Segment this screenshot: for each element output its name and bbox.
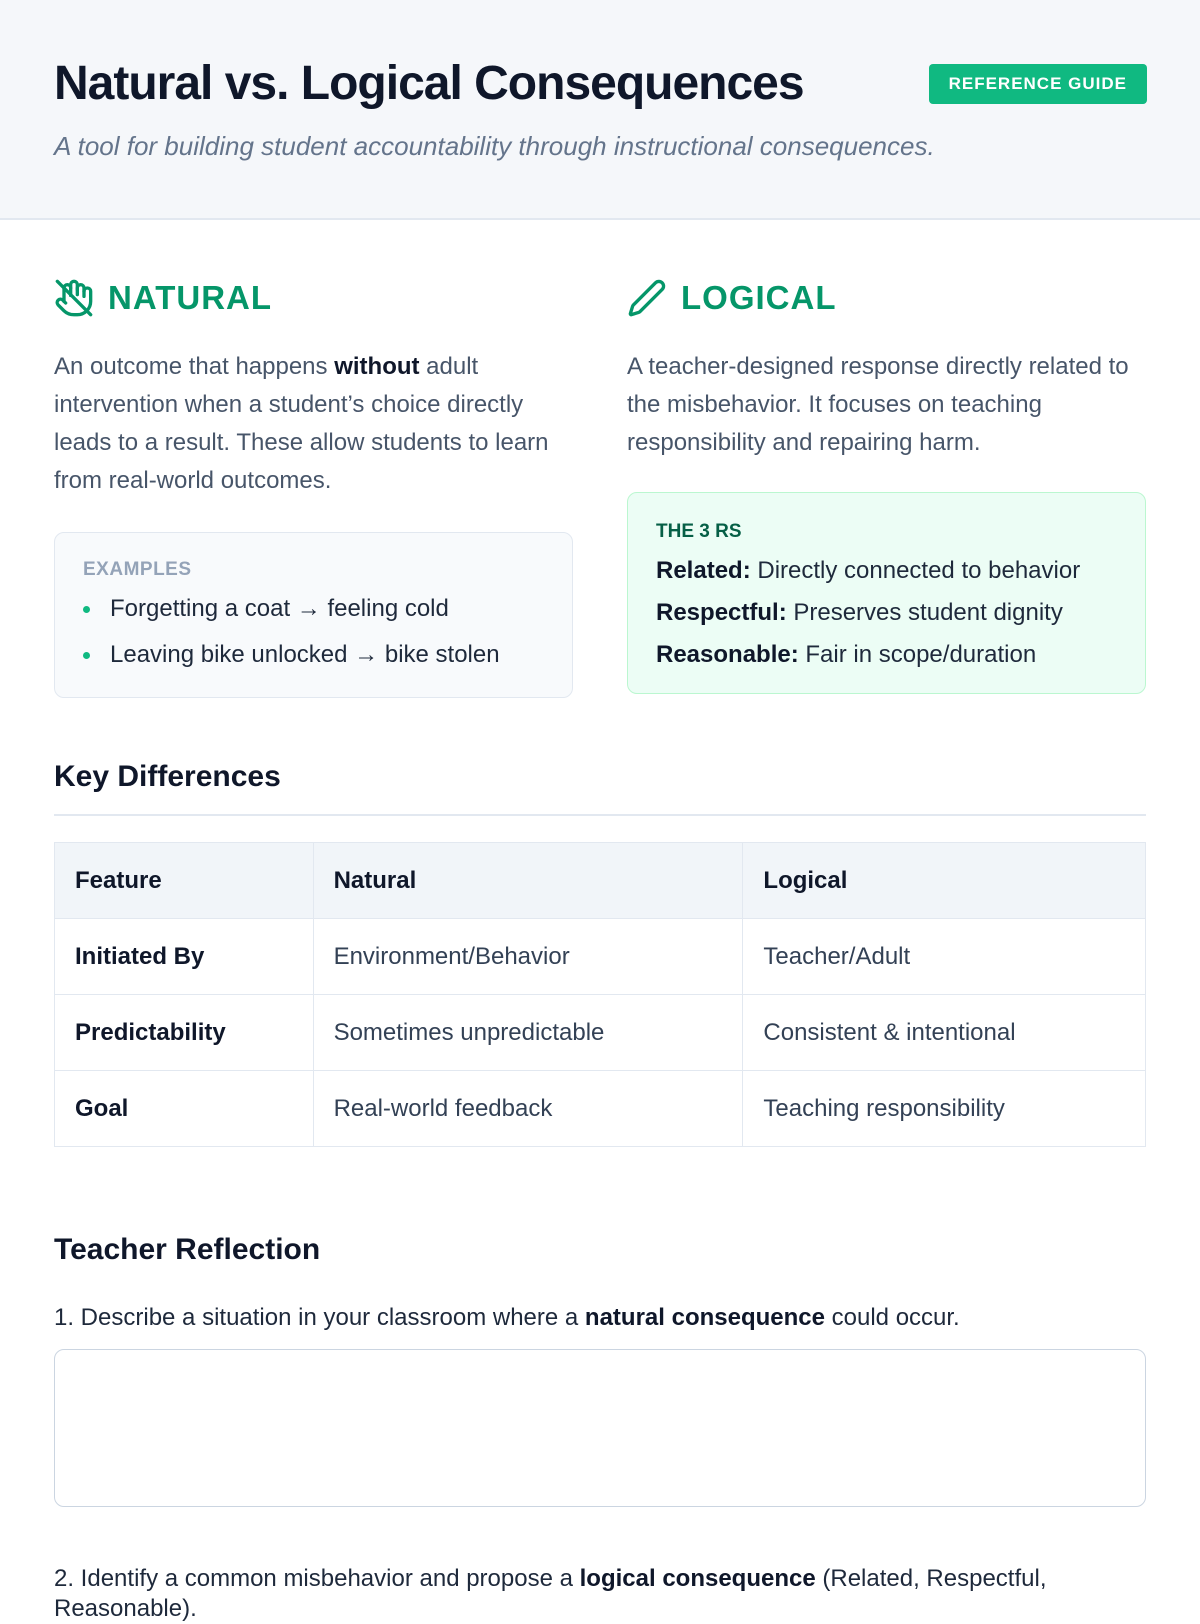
bullet-icon xyxy=(83,652,90,659)
natural-heading xyxy=(54,276,573,320)
rs-text: Preserves student dignity xyxy=(786,599,1063,626)
natural-column xyxy=(54,276,573,698)
rs-item xyxy=(656,557,1117,585)
table-cell: Teaching responsibility xyxy=(743,1071,1146,1147)
table-cell: Initiated By xyxy=(55,919,314,995)
column-header: Feature xyxy=(55,843,314,919)
rs-term: Respectful: xyxy=(656,599,787,626)
examples-label: EXAMPLES xyxy=(83,559,192,580)
question-1 xyxy=(54,1303,1146,1333)
teacher-reflection-title: Teacher Reflection xyxy=(54,1233,321,1266)
logical-column xyxy=(627,276,1146,698)
question-2-start: 2. Identify a common misbehavior and propose a xyxy=(54,1565,580,1592)
natural-desc-start: An outcome that happens xyxy=(54,353,335,380)
list-item xyxy=(83,641,544,669)
table-cell: Sometimes unpredictable xyxy=(313,995,743,1071)
page-title: Natural vs. Logical Consequences xyxy=(54,57,804,110)
natural-desc-emphasis: without xyxy=(334,353,420,380)
examples-box xyxy=(54,532,573,698)
examples-list xyxy=(83,595,544,669)
table-cell: Real-world feedback xyxy=(313,1071,743,1147)
divider xyxy=(54,814,1146,816)
question-2-emphasis: logical consequence xyxy=(579,1565,816,1592)
table-row xyxy=(55,919,1146,995)
natural-title: NATURAL xyxy=(108,279,273,316)
rs-text: Fair in scope/duration xyxy=(798,641,1037,668)
page-subtitle: A tool for building student accountability through instructional consequences. xyxy=(54,131,935,162)
teacher-reflection-section xyxy=(54,1233,1146,1624)
question-1-emphasis: natural consequence xyxy=(584,1304,825,1331)
definitions xyxy=(54,276,1146,698)
page-header xyxy=(0,0,1200,220)
differences-table xyxy=(54,842,1146,1147)
question-1-answer-field[interactable] xyxy=(54,1349,1146,1507)
table-cell: Consistent & intentional xyxy=(743,995,1146,1071)
no-hand-icon xyxy=(54,278,94,318)
column-header: Logical xyxy=(743,843,1146,919)
natural-description xyxy=(54,348,573,500)
bullet-icon xyxy=(83,606,90,613)
logical-title: LOGICAL xyxy=(681,279,837,316)
table-cell: Teacher/Adult xyxy=(743,919,1146,995)
natural-desc-end: adult intervention when a student’s choice directly leads to a result. These allow students to learn from real-world outcomes. xyxy=(54,353,549,494)
example-text: Leaving bike unlocked → bike stolen xyxy=(110,641,500,668)
question-1-end: could occur. xyxy=(824,1304,960,1331)
rs-term: Related: xyxy=(656,557,751,584)
pencil-icon xyxy=(627,278,667,318)
question-2 xyxy=(54,1564,1146,1624)
key-differences-title: Key Differences xyxy=(54,760,281,793)
table-header-row xyxy=(55,843,1146,919)
rs-term: Reasonable: xyxy=(656,641,799,668)
table-cell: Goal xyxy=(55,1071,314,1147)
rs-text: Directly connected to behavior xyxy=(750,557,1081,584)
question-2-end: (Related, Respectful, Reasonable). xyxy=(54,1565,1047,1622)
main-content xyxy=(0,276,1200,1624)
logical-description: A teacher-designed response directly related to the misbehavior. It focuses on teaching responsibility and repairing harm. xyxy=(627,353,1129,456)
column-header: Natural xyxy=(313,843,743,919)
rs-item xyxy=(656,641,1117,669)
question-1-start: 1. Describe a situation in your classroom where a xyxy=(54,1304,585,1331)
three-rs-box xyxy=(627,492,1146,694)
key-differences-section xyxy=(54,760,1146,1147)
rs-item xyxy=(656,599,1117,627)
example-text: Forgetting a coat → feeling cold xyxy=(110,595,449,622)
three-rs-label: THE 3 RS xyxy=(656,521,742,542)
table-row xyxy=(55,1071,1146,1147)
table-cell: Environment/Behavior xyxy=(313,919,743,995)
table-cell: Predictability xyxy=(55,995,314,1071)
reference-guide-badge: REFERENCE GUIDE xyxy=(929,64,1147,104)
list-item xyxy=(83,595,544,623)
logical-heading xyxy=(627,276,1146,320)
table-row xyxy=(55,995,1146,1071)
